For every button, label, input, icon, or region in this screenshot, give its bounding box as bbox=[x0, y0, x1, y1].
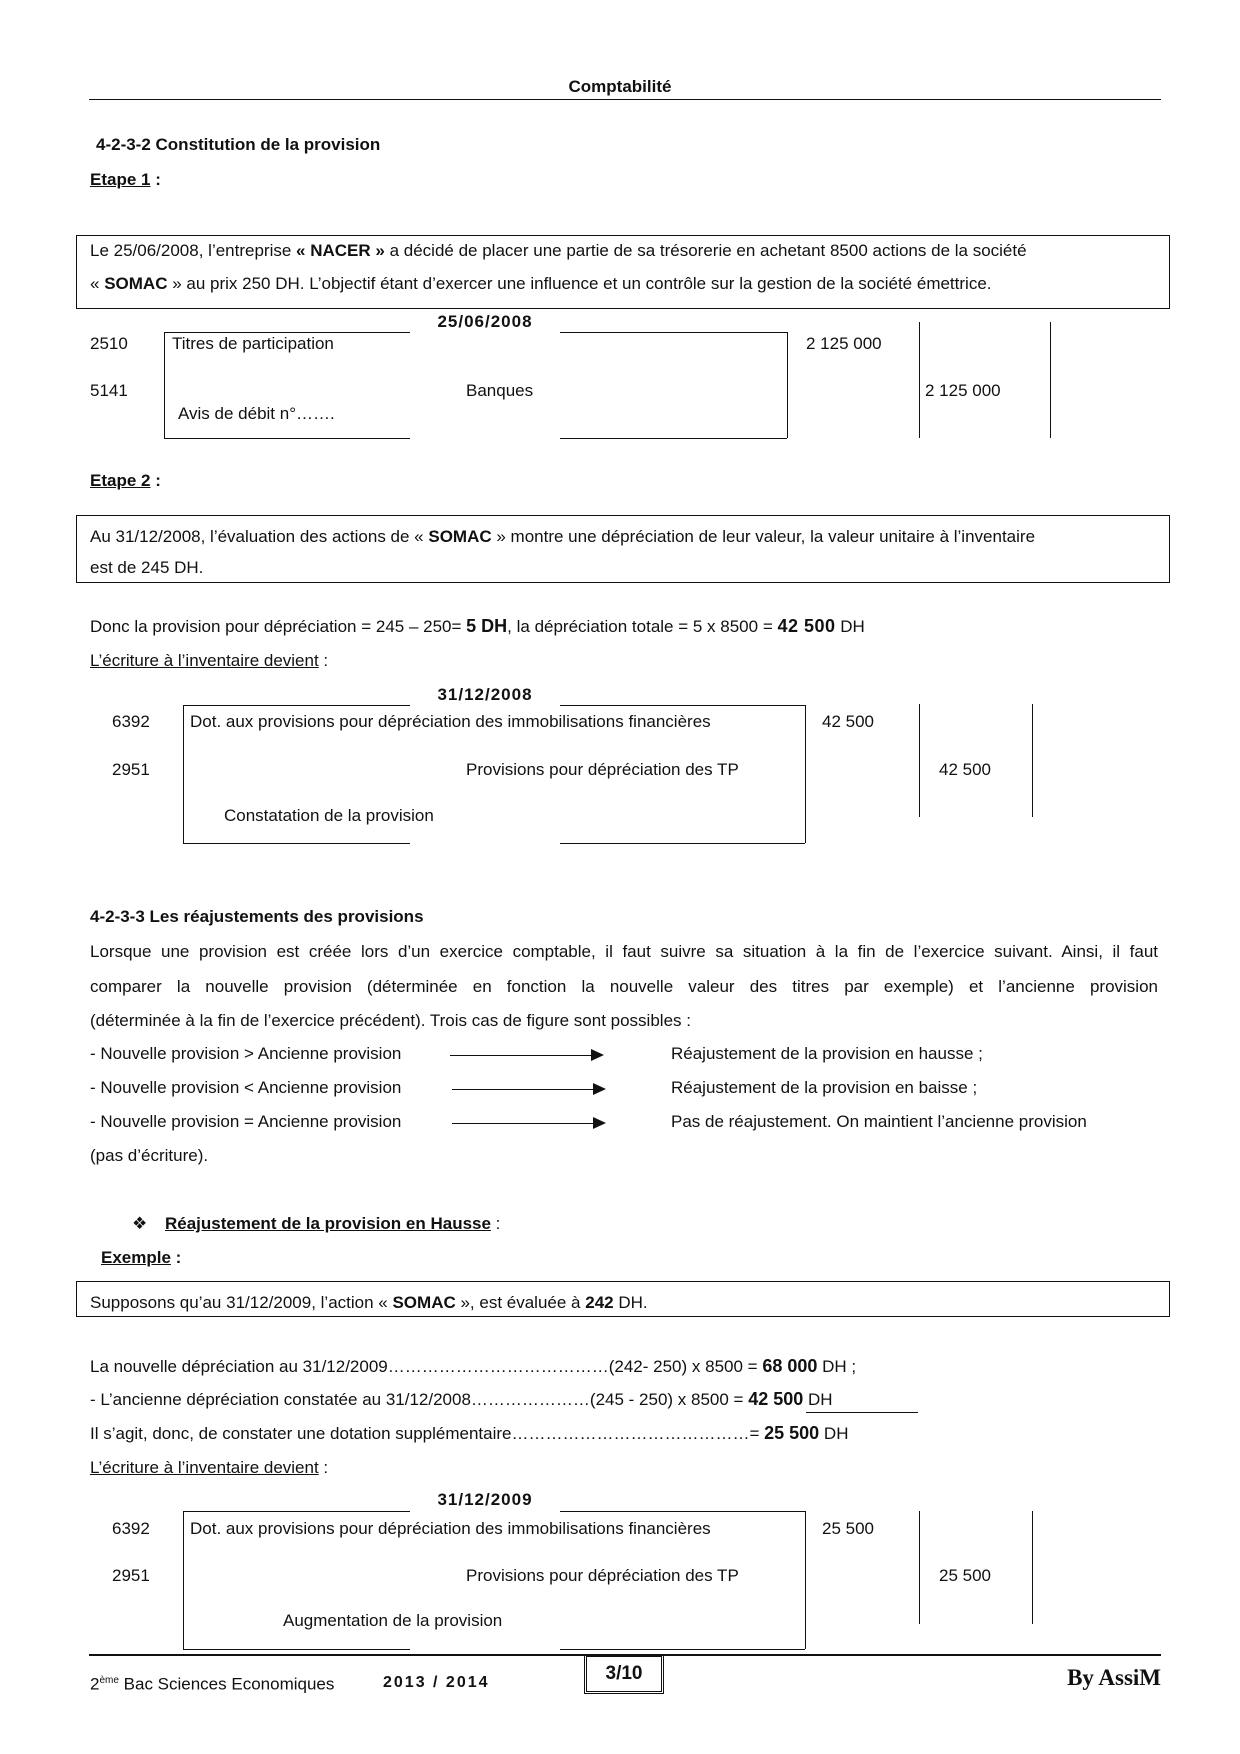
cases-tail: (pas d’écriture). bbox=[90, 1146, 209, 1165]
journal-bottom-line-left bbox=[183, 843, 410, 844]
journal-note: Constatation de la provision bbox=[224, 806, 434, 825]
case-condition: - Nouvelle provision < Ancienne provision bbox=[90, 1078, 402, 1097]
calc-line-old: - L’ancienne dépréciation constatée au 31/12/2008…………………(245 - 250) x 8500 = 42 500 DH bbox=[90, 1389, 833, 1409]
credit-column-line bbox=[1032, 704, 1033, 817]
debit-column-line bbox=[919, 1511, 920, 1624]
journal-date: 25/06/2008 bbox=[437, 312, 533, 331]
paragraph-line: comparer la nouvelle provision (déterminée en fonction la nouvelle valeur des titres par exemple) et l’ancienne provision bbox=[90, 977, 1158, 996]
header-title: Comptabilité bbox=[568, 77, 672, 96]
journal-top-line-left bbox=[183, 705, 410, 706]
account-label: Provisions pour dépréciation des TP bbox=[466, 1566, 739, 1585]
journal-bottom-line-right bbox=[560, 438, 787, 439]
case-result: Réajustement de la provision en hausse ; bbox=[671, 1044, 983, 1063]
journal-right-border bbox=[787, 332, 788, 438]
case-result: Réajustement de la provision en baisse ; bbox=[671, 1078, 978, 1097]
statement-1-line1: Le 25/06/2008, l’entreprise « NACER » a décidé de placer une partie de sa trésorerie en achetant 8500 actions de la société bbox=[90, 241, 1027, 260]
ecriture-label: L’écriture à l’inventaire devient : bbox=[90, 651, 329, 670]
account-number: 2951 bbox=[112, 1566, 150, 1585]
debit-amount: 25 500 bbox=[822, 1519, 874, 1538]
paragraph-line: Lorsque une provision est créée lors d’un exercice comptable, il faut suivre sa situation à la fin de l’exercice suivant. Ainsi, il faut bbox=[90, 942, 1158, 961]
statement-1-line2: « SOMAC » au prix 250 DH. L’objectif étant d’exercer une influence et un contrôle sur la gestion de la société émettrice. bbox=[90, 274, 992, 293]
journal-top-line-right bbox=[560, 705, 805, 706]
etape1-colon: : bbox=[150, 170, 161, 189]
journal-top-line-left bbox=[164, 332, 410, 333]
arrow-right-icon bbox=[450, 1055, 602, 1056]
section-title: 4-2-3-2 Constitution de la provision bbox=[96, 135, 381, 154]
account-number: 2510 bbox=[90, 334, 128, 353]
account-label: Banques bbox=[466, 381, 534, 400]
statement-2-line1: Au 31/12/2008, l’évaluation des actions de « SOMAC » montre une dépréciation de leur valeur, la valeur unitaire à l’inventaire bbox=[90, 527, 1036, 546]
journal-left-border bbox=[183, 705, 184, 843]
calculation-line: Donc la provision pour dépréciation = 245 – 250= 5 DH, la dépréciation totale = 5 x 8500 = 42 500 DH bbox=[90, 616, 865, 636]
journal-right-border bbox=[805, 1511, 806, 1649]
etape2-heading: Etape 2 : bbox=[90, 471, 161, 490]
journal-left-border bbox=[164, 332, 165, 438]
case-result: Pas de réajustement. On maintient l’ancienne provision bbox=[671, 1112, 1087, 1131]
statement-box-2 bbox=[76, 515, 1170, 583]
page-number: 3/10 bbox=[605, 1663, 643, 1684]
credit-column-line bbox=[1032, 1511, 1033, 1624]
footer-author: By AssiM bbox=[1067, 1665, 1161, 1690]
debit-amount: 2 125 000 bbox=[806, 334, 882, 353]
statement-3-line: Supposons qu’au 31/12/2009, l’action « SOMAC », est évaluée à 242 DH. bbox=[90, 1293, 648, 1312]
header-divider bbox=[89, 99, 1161, 100]
account-label: Dot. aux provisions pour dépréciation des immobilisations financières bbox=[190, 1519, 711, 1538]
paragraph-line: (déterminée à la fin de l’exercice précédent). Trois cas de figure sont possibles : bbox=[90, 1011, 691, 1030]
case-condition: - Nouvelle provision = Ancienne provision bbox=[90, 1112, 402, 1131]
debit-column-line bbox=[919, 322, 920, 438]
journal-top-line-right bbox=[560, 1511, 805, 1512]
account-label: Provisions pour dépréciation des TP bbox=[466, 760, 739, 779]
case-condition: - Nouvelle provision > Ancienne provision bbox=[90, 1044, 402, 1063]
debit-amount: 42 500 bbox=[822, 712, 874, 731]
account-number: 6392 bbox=[112, 712, 150, 731]
journal-top-line-left bbox=[183, 1511, 410, 1512]
subsection-title: Réajustement de la provision en Hausse : bbox=[165, 1214, 501, 1233]
account-label: Titres de participation bbox=[172, 334, 334, 353]
ecriture-label: L’écriture à l’inventaire devient : bbox=[90, 1458, 329, 1477]
journal-right-border bbox=[805, 705, 806, 843]
credit-column-line bbox=[1050, 322, 1051, 438]
etape1-label: Etape 1 bbox=[90, 170, 151, 189]
credit-amount: 42 500 bbox=[939, 760, 991, 779]
journal-bottom-line-left bbox=[164, 438, 410, 439]
journal-date: 31/12/2008 bbox=[437, 685, 533, 704]
credit-amount: 25 500 bbox=[939, 1566, 991, 1585]
calc-line-difference: Il s’agit, donc, de constater une dotation supplémentaire……………………………………= 25 500 DH bbox=[90, 1423, 849, 1443]
debit-column-line bbox=[919, 704, 920, 817]
statement-2-line2: est de 245 DH. bbox=[90, 558, 204, 577]
footer-program: 2ème Bac Sciences Economiques bbox=[90, 1674, 335, 1694]
journal-note: Augmentation de la provision bbox=[283, 1611, 503, 1630]
account-number: 5141 bbox=[90, 381, 128, 400]
calc-line-new: La nouvelle dépréciation au 31/12/2009…………………………………(242- 250) x 8500 = 68 000 DH ; bbox=[90, 1356, 857, 1376]
diamond-bullet-icon: ❖ bbox=[132, 1214, 148, 1233]
journal-bottom-line-left bbox=[183, 1649, 410, 1650]
journal-top-line-right bbox=[560, 332, 787, 333]
subtotal-line bbox=[806, 1412, 918, 1413]
etape1-heading bbox=[90, 170, 161, 190]
section-title: 4-2-3-3 Les réajustements des provisions bbox=[90, 907, 424, 926]
arrow-right-icon bbox=[452, 1089, 604, 1090]
footer-year: 2013 / 2014 bbox=[383, 1674, 490, 1691]
account-label: Dot. aux provisions pour dépréciation des immobilisations financières bbox=[190, 712, 711, 731]
journal-note: Avis de débit n°……. bbox=[178, 404, 335, 423]
account-number: 2951 bbox=[112, 760, 150, 779]
journal-date: 31/12/2009 bbox=[437, 1490, 533, 1509]
journal-bottom-line-right bbox=[560, 1649, 805, 1650]
account-number: 6392 bbox=[112, 1519, 150, 1538]
example-heading: Exemple : bbox=[101, 1248, 182, 1267]
journal-bottom-line-right bbox=[560, 843, 805, 844]
credit-amount: 2 125 000 bbox=[925, 381, 1001, 400]
arrow-right-icon bbox=[452, 1123, 604, 1124]
journal-left-border bbox=[183, 1511, 184, 1649]
